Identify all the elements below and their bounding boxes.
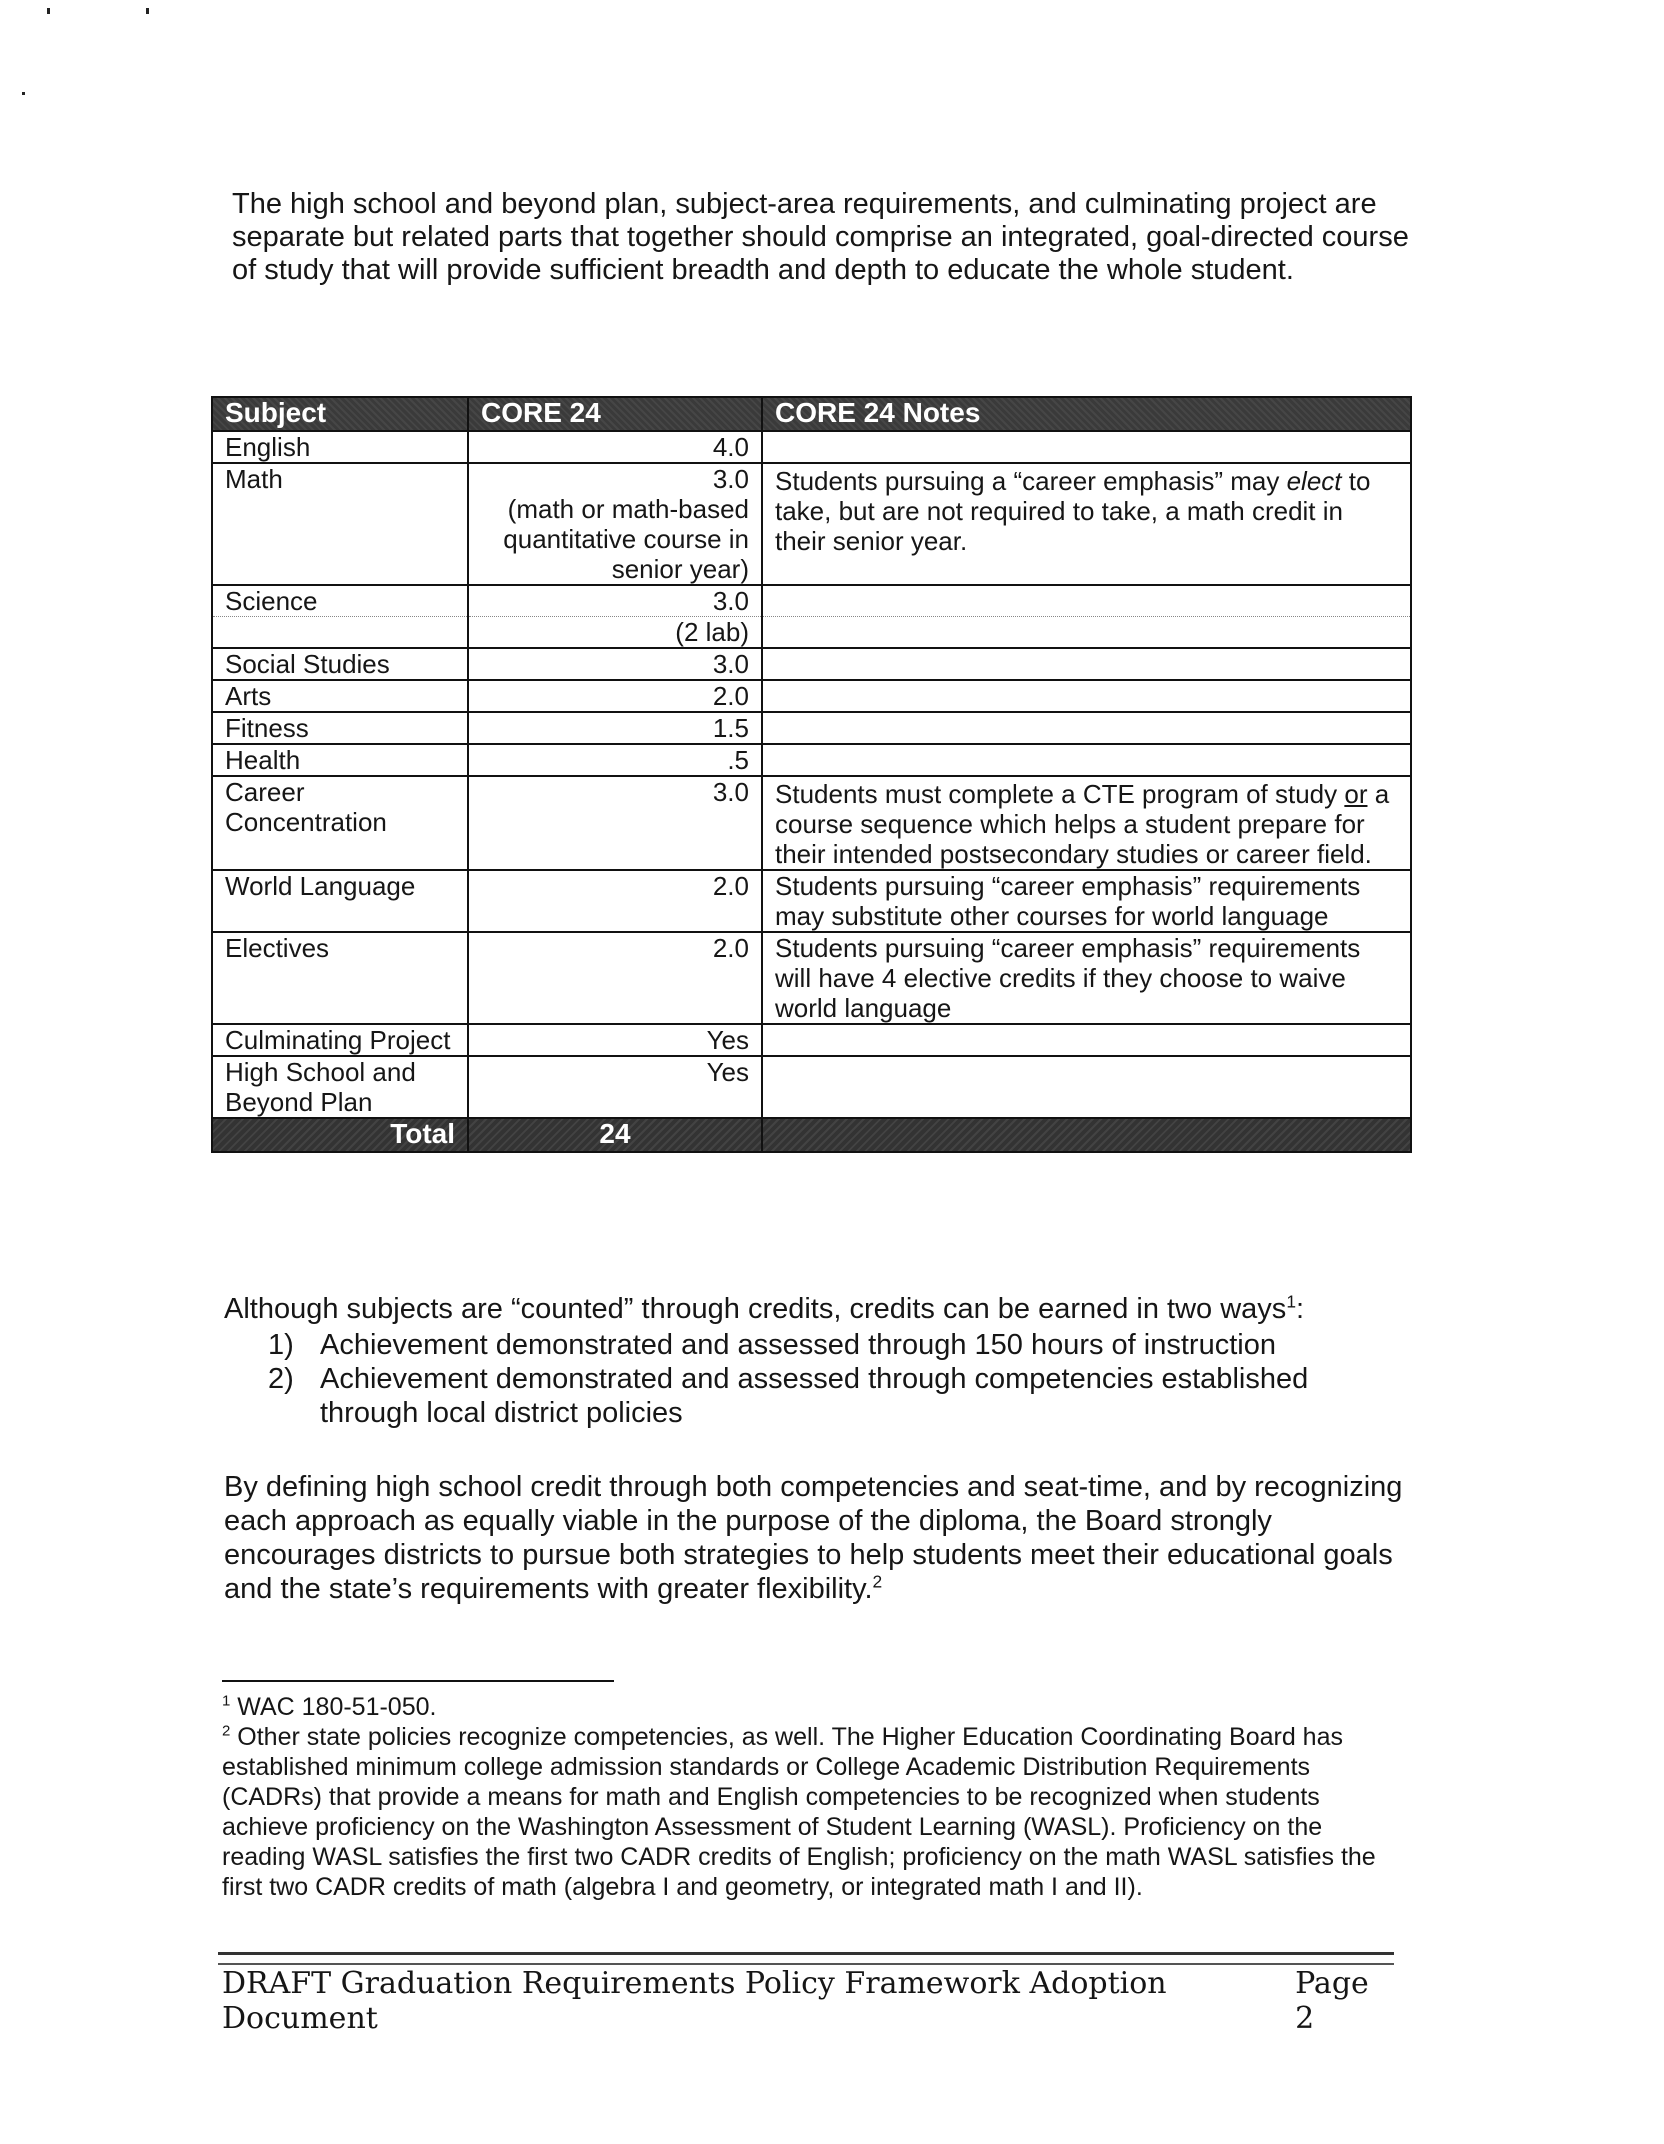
core-value: 3.0: [712, 464, 749, 494]
notes-cell: [762, 1056, 1411, 1118]
subject-cell: High School and Beyond Plan: [212, 1056, 468, 1118]
subject-cell: Health: [212, 744, 468, 776]
core-value: 3.0: [712, 586, 749, 616]
list-text: Achievement demonstrated and assessed through competencies established through local district policies: [320, 1363, 1309, 1429]
footnote-ref: 1: [1286, 1291, 1296, 1312]
notes-cell: [762, 431, 1411, 463]
notes-cell: [762, 744, 1411, 776]
notes-cell: [762, 463, 1411, 585]
footer-title: DRAFT Graduation Requirements Policy Framework Adoption Document: [222, 1966, 1167, 2036]
footnote-text: Other state policies recognize competencies, as well. The Higher Education Coordinating Board has established minimum college admission standards or College Academic Distribution Requirements (CADRs) that provide a means for math and English competencies to be recognized when students achieve proficiency on the Washington Assessment of Student Learning (WASL). Proficiency on the reading WASL satisfies the first two CADR credits of English; proficiency on the math WASL satisfies the first two CADR credits of math (algebra I and geometry, or integrated math I and II).: [222, 1723, 1376, 1901]
core-note: (math or math-based quantitative course in senior year): [503, 494, 749, 584]
footnote-number: 1: [222, 1692, 231, 1710]
total-notes-cell: [762, 1118, 1411, 1152]
table-row: [212, 1024, 1411, 1056]
dotted-divider: [213, 616, 467, 617]
table-row: [212, 648, 1411, 680]
notes-cell: [762, 585, 1411, 648]
table-header-row: [212, 397, 1411, 431]
page-number: Page 2: [1295, 1966, 1369, 2036]
notes-cell: [762, 712, 1411, 744]
subject-cell: World Language: [212, 870, 468, 932]
subject-cell: Arts: [212, 680, 468, 712]
list-item: [268, 1328, 1398, 1362]
notes-underlined: or: [1344, 779, 1368, 809]
notes-emphasis: elect: [1286, 466, 1342, 496]
table-row: [212, 712, 1411, 744]
core-note: (2 lab): [675, 617, 749, 647]
core-cell: [468, 585, 762, 648]
scan-speck: [47, 8, 50, 14]
list-number: 2): [268, 1363, 294, 1395]
credits-colon: :: [1295, 1293, 1305, 1325]
table-row: [212, 463, 1411, 585]
scan-speck: [22, 92, 25, 95]
defining-text: By defining high school credit through both competencies and seat-time, and by recognizing each approach as equally viable in the purpose of the diploma, the Board strongly encourages districts to pursue both strategies to help students meet their educational goals and the state’s requirements with greater flexibility.: [224, 1471, 1403, 1605]
core-cell: 3.0: [468, 776, 762, 870]
credits-text: Although subjects are “counted” through credits, credits can be earned in two ways: [224, 1293, 1287, 1325]
core-cell: 1.5: [468, 712, 762, 744]
subject-cell: Math: [212, 463, 468, 585]
defining-paragraph: [224, 1470, 1404, 1606]
list-text: Achievement demonstrated and assessed through 150 hours of instruction: [320, 1329, 1276, 1361]
table-row: [212, 744, 1411, 776]
footnote: [222, 1692, 1412, 1722]
subject-cell: Social Studies: [212, 648, 468, 680]
footnote-ref: 2: [872, 1571, 883, 1592]
requirements-table: [211, 396, 1412, 1153]
table-row: [212, 431, 1411, 463]
core-cell: 2.0: [468, 870, 762, 932]
footnote-separator: [222, 1680, 614, 1682]
table-row: [212, 776, 1411, 870]
core-cell: Yes: [468, 1056, 762, 1118]
intro-paragraph: The high school and beyond plan, subject-area requirements, and culminating project are separate but related parts that together should comprise an integrated, goal-directed course of study that will provide sufficient breadth and depth to educate the whole student.: [232, 188, 1409, 286]
credit-ways-list: [268, 1328, 1398, 1430]
subject-label: Science: [225, 586, 318, 616]
page-footer: [222, 1966, 1394, 2036]
total-value: 24: [468, 1118, 762, 1152]
total-label: Total: [212, 1118, 468, 1152]
table-row: [212, 932, 1411, 1024]
notes-cell: [762, 776, 1411, 870]
footnote: [222, 1722, 1412, 1902]
core-cell: 2.0: [468, 932, 762, 1024]
core-cell: 2.0: [468, 680, 762, 712]
core-cell: 3.0: [468, 648, 762, 680]
footnotes: [222, 1692, 1412, 1902]
header-core24: CORE 24: [468, 397, 762, 431]
core-cell: Yes: [468, 1024, 762, 1056]
list-number: 1): [268, 1329, 294, 1361]
subject-cell: Electives: [212, 932, 468, 1024]
header-core24-notes: CORE 24 Notes: [762, 397, 1411, 431]
subject-cell: Career Concentration: [212, 776, 468, 870]
notes-cell: [762, 680, 1411, 712]
core-cell: 4.0: [468, 431, 762, 463]
total-row: [212, 1118, 1411, 1152]
list-item: [268, 1362, 1398, 1430]
footnote-text: WAC 180-51-050.: [230, 1693, 437, 1721]
subject-cell: Fitness: [212, 712, 468, 744]
subject-cell: [212, 585, 468, 648]
subject-cell: English: [212, 431, 468, 463]
header-subject: Subject: [212, 397, 468, 431]
notes-cell: [762, 1024, 1411, 1056]
notes-text: Students must complete a CTE program of study: [775, 779, 1345, 809]
notes-cell: [762, 648, 1411, 680]
notes-text: Students pursuing a “career emphasis” may: [775, 466, 1287, 496]
scan-speck: [146, 8, 149, 14]
notes-text: to take, but are not required to take, a math credit in their senior year.: [775, 466, 1371, 556]
notes-cell: Students pursuing “career emphasis” requirements may substitute other courses for world language: [762, 870, 1411, 932]
footnote-number: 2: [222, 1722, 231, 1740]
notes-cell: Students pursuing “career emphasis” requirements will have 4 elective credits if they choose to waive world language: [762, 932, 1411, 1024]
table-row: [212, 1056, 1411, 1118]
subject-cell: Culminating Project: [212, 1024, 468, 1056]
core-cell: .5: [468, 744, 762, 776]
notes-text: [775, 586, 1398, 616]
core-cell: [468, 463, 762, 585]
footer-rule: [218, 1952, 1394, 1965]
notes-text: a course sequence which helps a student prepare for their intended postsecondary studies or career field.: [775, 779, 1390, 869]
dotted-divider: [763, 616, 1410, 617]
credits-paragraph: [224, 1292, 1404, 1326]
table-row: [212, 585, 1411, 648]
table-row: [212, 870, 1411, 932]
table-row: [212, 680, 1411, 712]
